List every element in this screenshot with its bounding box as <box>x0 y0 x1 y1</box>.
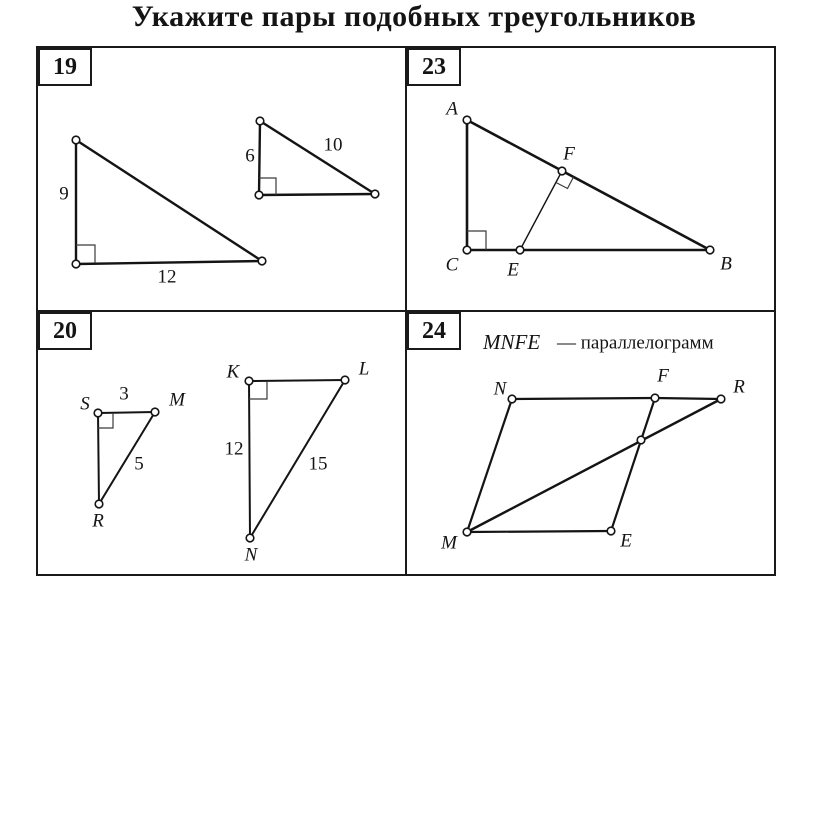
figure-similar-right-triangles-9-12-6-10 <box>38 48 407 312</box>
svg-text:S: S <box>80 393 90 415</box>
svg-text:12: 12 <box>224 438 244 460</box>
problem-cell-19 <box>38 48 407 312</box>
svg-text:F: F <box>563 143 575 165</box>
problem-cell-23 <box>407 48 774 312</box>
svg-text:N: N <box>244 544 258 566</box>
problem-number-badge <box>38 48 92 86</box>
problem-number: 20 <box>53 317 77 344</box>
svg-text:R: R <box>92 510 104 532</box>
problem-number: 19 <box>53 53 77 80</box>
svg-text:5: 5 <box>134 453 144 475</box>
problem-cell-20 <box>38 312 407 574</box>
problem-number-badge <box>407 312 461 350</box>
svg-text:K: K <box>226 361 240 383</box>
problem-number-badge <box>407 48 461 86</box>
svg-text:3: 3 <box>119 383 129 405</box>
svg-text:B: B <box>720 253 732 275</box>
svg-text:A: A <box>446 98 458 120</box>
svg-text:9: 9 <box>59 183 69 205</box>
svg-text:— параллелограмм: — параллелограмм <box>557 332 714 354</box>
svg-text:MNFE: MNFE <box>483 330 541 354</box>
svg-text:F: F <box>657 365 669 387</box>
svg-text:12: 12 <box>157 266 177 288</box>
svg-text:R: R <box>733 376 745 398</box>
problems-grid <box>36 46 776 576</box>
problem-number: 24 <box>422 317 446 344</box>
svg-text:M: M <box>441 532 457 554</box>
svg-text:L: L <box>358 358 370 380</box>
figure-triangles-SMR-and-KLN <box>38 312 407 574</box>
problem-cell-24 <box>407 312 774 574</box>
svg-text:E: E <box>620 530 632 552</box>
svg-text:15: 15 <box>308 453 328 475</box>
svg-text:N: N <box>493 378 507 400</box>
svg-text:E: E <box>507 259 519 281</box>
problem-number: 23 <box>422 53 446 80</box>
svg-text:10: 10 <box>323 134 343 156</box>
svg-text:C: C <box>445 254 459 276</box>
page-title: Укажите пары подобных треугольников <box>131 0 697 33</box>
figure-triangle-ACB-with-segment-EF <box>407 48 774 312</box>
svg-text:6: 6 <box>245 145 255 167</box>
problem-number-badge <box>38 312 92 350</box>
figure-parallelogram-MNFE-with-ray-MR <box>407 312 774 574</box>
svg-text:M: M <box>169 389 185 411</box>
